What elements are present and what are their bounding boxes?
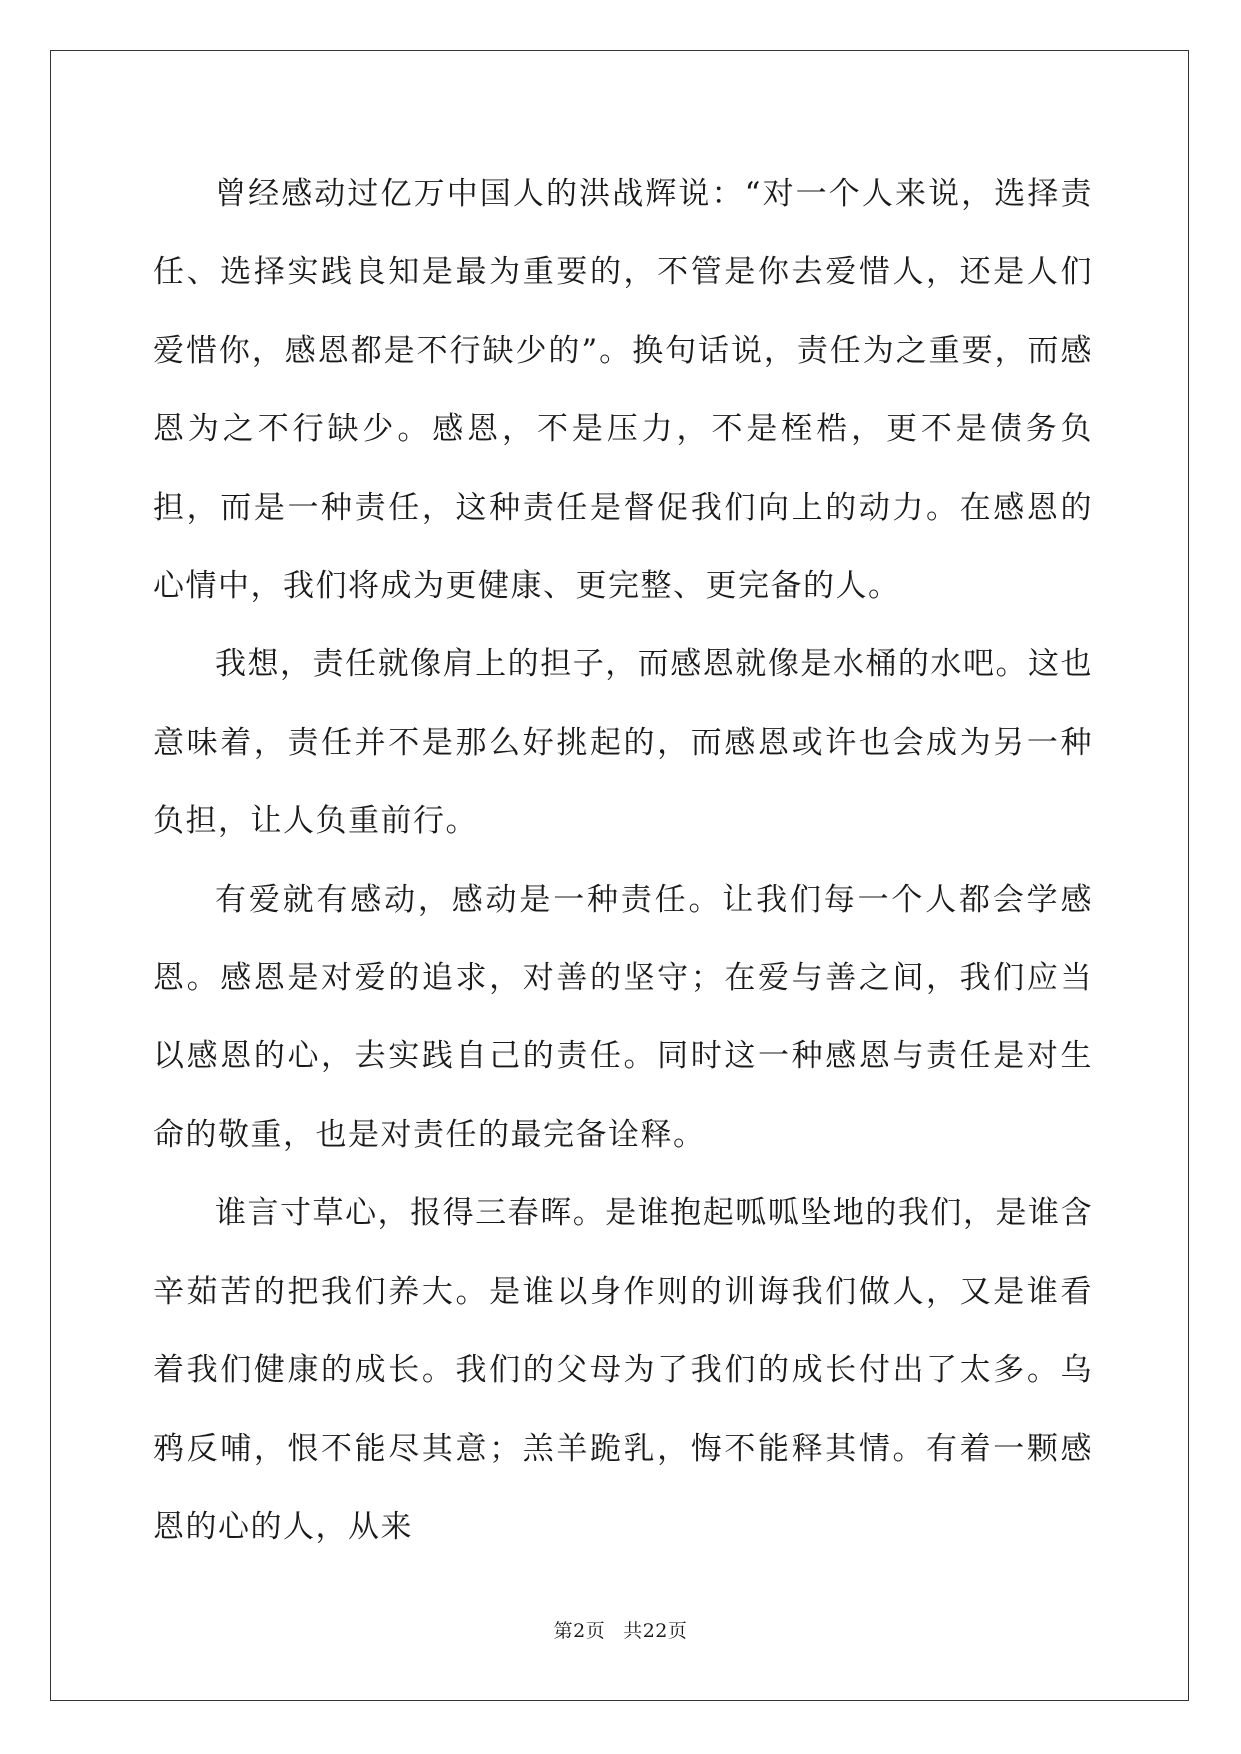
page-total: 共22页 bbox=[623, 1620, 688, 1642]
paragraph-2: 我想，责任就像肩上的担子，而感恩就像是水桶的水吧。这也意味着，责任并不是那么好挑起的，而感恩或许也会成为另一种负担，让人负重前行。 bbox=[153, 646, 1093, 840]
page-number: 第2页 bbox=[553, 1620, 606, 1642]
paragraph-3: 有爱就有感动，感动是一种责任。让我们每一个人都会学感恩。感恩是对爱的追求，对善的坚守；在爱与善之间，我们应当以感恩的心，去实践自己的责任。同时这一种感恩与责任是对生命的敬重，也是对责任的最完备诠释。 bbox=[153, 881, 1093, 1153]
page-footer bbox=[0, 1616, 1241, 1643]
paragraph-4: 谁言寸草心，报得三春晖。是谁抱起呱呱坠地的我们，是谁含辛茹苦的把我们养大。是谁以身作则的训诲我们做人，又是谁看着我们健康的成长。我们的父母为了我们的成长付出了太多。乌鸦反哺，恨不能尽其意；羔羊跪乳，悔不能释其情。有着一颗感恩的心的人，从来 bbox=[153, 1195, 1093, 1545]
paragraph-1: 曾经感动过亿万中国人的洪战辉说：“对一个人来说，选择责任、选择实践良知是最为重要的，不管是你去爱惜人，还是人们爱惜你，感恩都是不行缺少的”。换句话说，责任为之重要，而感恩为之不行缺少。感恩，不是压力，不是桎梏，更不是债务负担，而是一种责任，这种责任是督促我们向上的动力。在感恩的心情中，我们将成为更健康、更完整、更完备的人。 bbox=[153, 176, 1093, 605]
document-body bbox=[153, 163, 1093, 1566]
